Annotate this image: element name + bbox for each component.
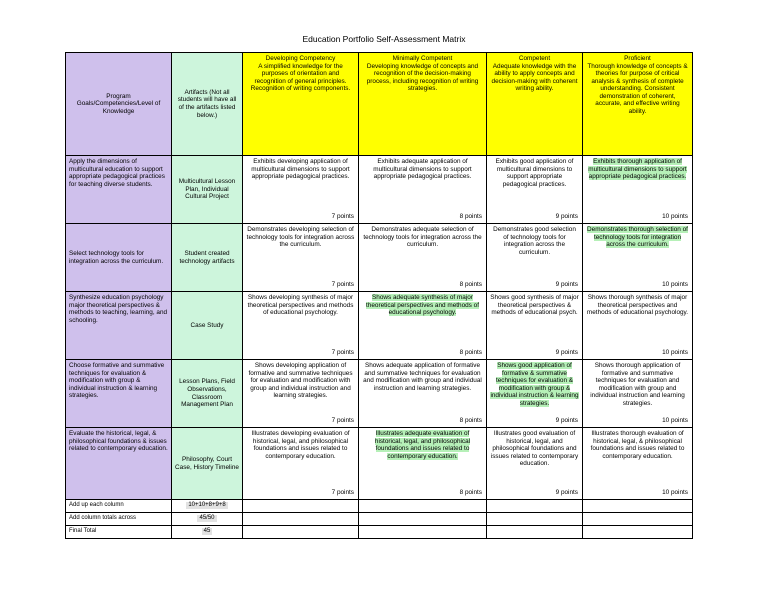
rating-text: Demonstrates adequate selection of technology tools for integration across the curriculum. <box>363 226 482 249</box>
rating-cell <box>583 292 693 360</box>
goal-cell: Select technology tools for integration across the curriculum. <box>66 224 172 292</box>
points-label: 10 points <box>662 417 688 425</box>
rating-text: Shows developing application of formative and summative techniques for evaluation and modification with group and individual instruction and learning strategies. <box>248 362 353 400</box>
rating-cell <box>487 224 583 292</box>
artifact-cell: Case Study <box>172 292 243 360</box>
goal-cell: Evaluate the historical, legal, & philosophical foundations & issues related to contemporary education. <box>66 428 172 500</box>
points-label: 7 points <box>331 349 354 357</box>
rating-cell <box>359 360 487 428</box>
points-label: 8 points <box>459 349 482 357</box>
rating-text: Exhibits thorough application of multicultural dimensions to support appropriate pedagogical practices. <box>588 158 687 181</box>
rating-text: Exhibits good application of multicultural dimensions to support appropriate pedagogical practices. <box>495 158 574 188</box>
rating-text: Demonstrates good selection of technology tools for integration across the curriculum. <box>493 226 576 256</box>
totals-row <box>66 513 693 526</box>
level-name: Proficient <box>624 55 651 62</box>
points-label: 8 points <box>459 281 482 289</box>
rating-cell-selected <box>583 224 693 292</box>
rating-text: Demonstrates developing selection of technology tools for integration across the curriculum. <box>246 226 355 249</box>
points-label: 8 points <box>459 489 482 497</box>
page-title: Education Portfolio Self-Assessment Matrix <box>302 34 466 44</box>
goal-cell: Apply the dimensions of multicultural education to support appropriate pedagogical practices for teaching diverse students. <box>66 156 172 224</box>
points-label: 7 points <box>331 213 354 221</box>
points-label: 9 points <box>555 213 578 221</box>
totals-value-text: 45/50 <box>199 515 215 521</box>
points-label: 9 points <box>555 281 578 289</box>
rating-cell <box>243 224 359 292</box>
points-label: 10 points <box>662 489 688 497</box>
rating-cell <box>487 292 583 360</box>
rating-cell-selected <box>487 360 583 428</box>
points-label: 7 points <box>331 489 354 497</box>
points-label: 8 points <box>459 213 482 221</box>
artifacts-header: Artifacts (Not all students will have all of the artifacts listed below.) <box>172 53 243 156</box>
assessment-matrix <box>65 52 693 539</box>
rating-text: Exhibits developing application of multicultural dimensions to support appropriate pedagogical practices. <box>251 158 350 181</box>
rating-text: Shows good synthesis of major theoretical perspectives & methods of educational psych. <box>490 294 579 317</box>
totals-value <box>172 526 243 539</box>
table-row <box>66 156 693 224</box>
rating-text: Illustrates adequate evaluation of historical, legal, and philosophical foundations and issues related to contemporary education. <box>374 430 471 460</box>
totals-value <box>172 513 243 526</box>
totals-value <box>172 500 243 513</box>
rating-text: Exhibits adequate application of multicultural dimensions to support appropriate pedagogical practices. <box>373 158 472 181</box>
rating-cell-selected <box>359 292 487 360</box>
rating-cell <box>487 156 583 224</box>
totals-row <box>66 500 693 513</box>
artifact-cell: Lesson Plans, Field Observations, Classroom Management Plan <box>172 360 243 428</box>
level-header-proficient <box>583 53 693 156</box>
table-row <box>66 224 693 292</box>
level-header-competent <box>487 53 583 156</box>
points-label: 10 points <box>662 349 688 357</box>
level-header-developing <box>243 53 359 156</box>
program-header: Program Goals/Competencies/Level of Knowledge <box>66 53 172 156</box>
points-label: 8 points <box>459 417 482 425</box>
goal-cell: Choose formative and summative techniques for evaluation & modification with group & individual instruction & learning strategies. <box>66 360 172 428</box>
header-row <box>66 53 693 156</box>
level-desc: Developing knowledge of concepts and recognition of the decision-making process, including recognition of writing strategies. <box>366 62 479 93</box>
table-row <box>66 428 693 500</box>
rating-cell <box>243 292 359 360</box>
level-name: Minimally Competent <box>392 55 453 62</box>
rating-text: Demonstrates thorough selection of technology tools for integration across the curriculum. <box>587 226 688 249</box>
rating-cell <box>359 224 487 292</box>
level-desc: Adequate knowledge with the ability to apply concepts and decision-making with coherent writing ability. <box>491 62 578 93</box>
rating-text: Shows thorough synthesis of major theoretical perspectives and methods of educational psychology. <box>586 294 689 317</box>
totals-value-text: 45 <box>203 528 211 534</box>
level-desc: A simplified knowledge for the purposes of orientation and recognition of general principles. Recognition of writing components. <box>250 62 351 93</box>
rating-text: Illustrates developing evaluation of historical, legal, and philosophical foundations and issues related to contemporary education. <box>251 430 350 460</box>
table-row <box>66 360 693 428</box>
level-header-minimally <box>359 53 487 156</box>
rating-cell <box>359 156 487 224</box>
points-label: 7 points <box>331 281 354 289</box>
rating-cell <box>243 360 359 428</box>
level-name: Developing Competency <box>265 55 336 62</box>
level-desc: Thorough knowledge of concepts & theories for purpose of critical analysis & synthesis of complete understanding. Consistent demonstration of coherent, accurate, and effective writing ability. <box>587 62 688 115</box>
points-label: 7 points <box>331 417 354 425</box>
rating-cell-selected <box>359 428 487 500</box>
totals-label: Add column totals across <box>66 513 172 526</box>
rating-text: Shows adequate synthesis of major theoretical perspectives and methods of educational psychology. <box>366 294 479 317</box>
totals-value-text: 10+10+8+9+8 <box>188 502 226 508</box>
points-label: 10 points <box>662 213 688 221</box>
rating-text: Illustrates good evaluation of historical, legal, and philosophical foundations and issues related to contemporary education. <box>490 430 579 468</box>
rating-cell <box>243 428 359 500</box>
rating-text: Illustrates thorough evaluation of historical, legal, & philosophical foundations and issues related to contemporary education. <box>590 430 685 460</box>
level-name: Competent <box>518 55 551 62</box>
points-label: 9 points <box>555 489 578 497</box>
rating-cell <box>243 156 359 224</box>
artifact-cell: Philosophy, Court Case, History Timeline <box>172 428 243 500</box>
points-label: 9 points <box>555 349 578 357</box>
totals-row <box>66 526 693 539</box>
totals-label: Final Total <box>66 526 172 539</box>
rating-text: Shows good application of formative & summative techniques for evaluation & modification with group & individual instruction & learning strategies. <box>490 362 579 407</box>
rating-text: Shows thorough application of formative and summative techniques for evaluation and modification with group and individual instruction and learning strategies. <box>590 362 685 407</box>
rating-text: Shows adequate application of formative and summative techniques for evaluation and modification with group and individual instruction and learning strategies. <box>363 362 482 392</box>
rating-cell-selected <box>583 156 693 224</box>
artifact-cell: Student created technology artifacts <box>172 224 243 292</box>
rating-cell <box>487 428 583 500</box>
totals-label: Add up each column <box>66 500 172 513</box>
rating-cell <box>583 360 693 428</box>
goal-cell: Synthesize education psychology major theoretical perspectives & methods to teaching, learning, and schooling. <box>66 292 172 360</box>
rating-text: Shows developing synthesis of major theoretical perspectives and methods of educational psychology. <box>247 294 354 317</box>
table-row <box>66 292 693 360</box>
points-label: 9 points <box>555 417 578 425</box>
rating-cell <box>583 428 693 500</box>
artifact-cell: Multicultural Lesson Plan, Individual Cultural Project <box>172 156 243 224</box>
points-label: 10 points <box>662 281 688 289</box>
